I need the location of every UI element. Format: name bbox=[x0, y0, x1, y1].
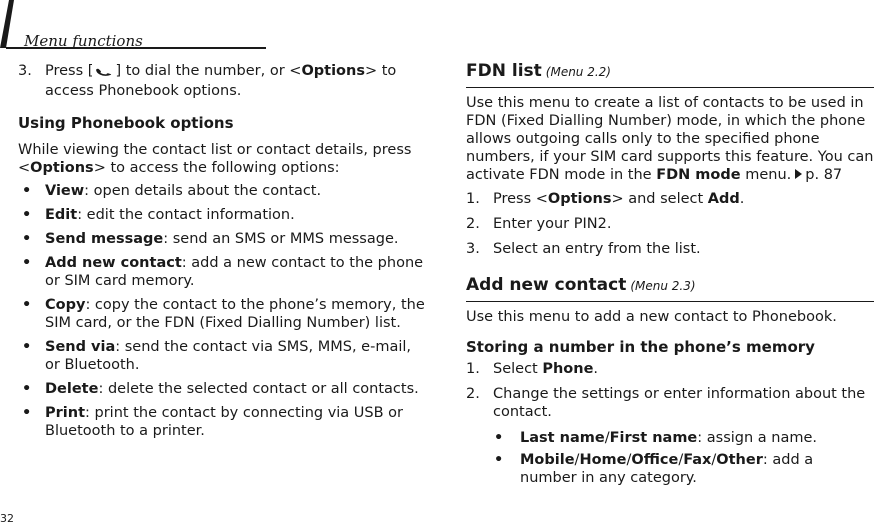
step-text-part: > to access Phonebook options. bbox=[45, 63, 397, 99]
add-step-1 bbox=[466, 360, 874, 378]
bullet: • bbox=[22, 207, 32, 223]
field-term: Last name bbox=[520, 430, 605, 446]
bullet: • bbox=[22, 183, 32, 199]
step-text-part: > and select bbox=[611, 191, 708, 207]
field-term: Home bbox=[579, 452, 627, 468]
step-text-part: Press < bbox=[493, 191, 548, 207]
options-softkey-label: Options bbox=[547, 191, 612, 207]
section-heading: Using Phonebook options bbox=[18, 114, 234, 132]
intro-text: > to access the following options: bbox=[93, 160, 340, 176]
step-text: Change the settings or enter information about the contact. bbox=[493, 386, 866, 420]
left-column bbox=[18, 62, 430, 446]
step-text-part: . bbox=[593, 361, 599, 377]
field-term: Office bbox=[631, 452, 679, 468]
step-text: Enter your PIN2. bbox=[493, 216, 612, 232]
fdn-step-3 bbox=[466, 240, 874, 258]
section-rule bbox=[466, 301, 874, 302]
step-text-part: Select bbox=[493, 361, 543, 377]
option-desc: : send the contact via SMS, MMS, e-mail, or Bluetooth. bbox=[45, 339, 411, 373]
bullet: • bbox=[22, 339, 32, 355]
bullet: • bbox=[22, 381, 32, 397]
field-term: Other bbox=[716, 452, 763, 468]
option-item bbox=[18, 230, 430, 248]
step-number: 1. bbox=[466, 191, 480, 207]
option-term: Send via bbox=[45, 339, 116, 355]
option-text bbox=[45, 338, 430, 374]
field-desc: : assign a name. bbox=[697, 430, 818, 446]
field-term: First name bbox=[609, 430, 698, 446]
call-key-icon bbox=[95, 64, 113, 82]
field-term: Mobile bbox=[520, 452, 575, 468]
option-desc: : add a new contact to the phone or SIM card memory. bbox=[45, 255, 424, 289]
step-3 bbox=[18, 62, 430, 100]
add-menu-ref: (Menu 2.3) bbox=[630, 279, 696, 293]
step-number: 2. bbox=[466, 216, 480, 232]
bullet: • bbox=[22, 405, 32, 421]
page-number: 32 bbox=[0, 512, 14, 525]
fdn-list-heading bbox=[466, 62, 874, 81]
fdn-mode-term: FDN mode bbox=[656, 167, 741, 183]
separator: / bbox=[574, 452, 580, 468]
bullet: • bbox=[22, 231, 32, 247]
option-text bbox=[45, 230, 430, 248]
fdn-menu-ref: (Menu 2.2) bbox=[545, 65, 611, 79]
option-text bbox=[45, 380, 430, 398]
bullet: • bbox=[494, 430, 504, 446]
sub-bullet-name bbox=[491, 429, 874, 447]
separator: / bbox=[626, 452, 632, 468]
intro-text: While viewing the contact list or contact details, press < bbox=[18, 142, 412, 176]
option-term: Print bbox=[45, 405, 86, 421]
fdn-description bbox=[466, 94, 874, 184]
option-text bbox=[45, 182, 430, 200]
option-item bbox=[18, 404, 430, 440]
option-item bbox=[18, 254, 430, 290]
add-description: Use this menu to add a new contact to Phonebook. bbox=[466, 309, 837, 325]
step-text bbox=[493, 360, 874, 378]
option-text bbox=[45, 254, 430, 290]
option-desc: : copy the contact to the phone’s memory, the SIM card, or the FDN (Fixed Dialling Number) list. bbox=[45, 297, 425, 331]
options-softkey-label: Options bbox=[30, 160, 94, 176]
option-term: Send message bbox=[45, 231, 164, 247]
bullet: • bbox=[22, 297, 32, 313]
bullet: • bbox=[22, 255, 32, 271]
page-header-title: Menu functions bbox=[24, 32, 143, 50]
options-softkey-label: Options bbox=[301, 63, 365, 79]
field-desc: : add a number in any category. bbox=[520, 452, 814, 486]
option-item bbox=[18, 206, 430, 224]
separator: / bbox=[604, 430, 610, 446]
option-term: Add new contact bbox=[45, 255, 182, 271]
step-text bbox=[493, 190, 874, 208]
option-item bbox=[18, 296, 430, 332]
option-desc: : delete the selected contact or all contacts. bbox=[98, 381, 419, 397]
intro-paragraph bbox=[18, 141, 430, 177]
sub-bullet-text bbox=[520, 451, 874, 487]
bullet: • bbox=[494, 452, 504, 468]
storing-number-heading: Storing a number in the phone’s memory bbox=[466, 338, 815, 356]
add-term: Add bbox=[707, 191, 740, 207]
section-rule bbox=[466, 87, 874, 88]
add-title: Add new contact bbox=[466, 275, 627, 295]
field-term: Fax bbox=[683, 452, 712, 468]
step-text-part: ] to dial the number, or < bbox=[115, 63, 302, 79]
fdn-desc-text: menu. bbox=[740, 167, 792, 183]
page-reference: p. 87 bbox=[805, 167, 843, 183]
triangle-right-icon bbox=[795, 166, 802, 184]
step-text bbox=[45, 62, 430, 100]
option-item bbox=[18, 338, 430, 374]
sub-bullet-number bbox=[491, 451, 874, 487]
option-text bbox=[45, 296, 430, 332]
fdn-step-1 bbox=[466, 190, 874, 208]
fdn-step-2 bbox=[466, 215, 874, 233]
option-desc: : open details about the contact. bbox=[84, 183, 322, 199]
option-term: View bbox=[45, 183, 85, 199]
option-desc: : edit the contact information. bbox=[77, 207, 295, 223]
phone-term: Phone bbox=[542, 361, 594, 377]
options-list bbox=[18, 182, 430, 440]
fdn-desc-text: Use this menu to create a list of contacts to be used in FDN (Fixed Dialling Number) mode, in which the phone allows outgoing calls only to the specified phone numbers, if your SIM card supports this feature. You can activate FDN mode in the bbox=[466, 95, 874, 183]
option-item bbox=[18, 380, 430, 398]
option-term: Copy bbox=[45, 297, 86, 313]
step-number: 3. bbox=[466, 241, 480, 257]
add-step-2 bbox=[466, 385, 874, 421]
step-number: 3. bbox=[18, 63, 32, 79]
option-term: Delete bbox=[45, 381, 99, 397]
option-desc: : print the contact by connecting via USB or Bluetooth to a printer. bbox=[45, 405, 404, 439]
step-text-part: . bbox=[739, 191, 745, 207]
add-new-contact-heading bbox=[466, 276, 874, 295]
step-number: 1. bbox=[466, 361, 480, 377]
option-item bbox=[18, 182, 430, 200]
separator: / bbox=[678, 452, 684, 468]
option-desc: : send an SMS or MMS message. bbox=[163, 231, 399, 247]
separator: / bbox=[711, 452, 717, 468]
option-term: Edit bbox=[45, 207, 78, 223]
step-text: Select an entry from the list. bbox=[493, 241, 701, 257]
step-number: 2. bbox=[466, 386, 480, 402]
sub-bullet-text bbox=[520, 429, 874, 447]
header-accent-bar bbox=[0, 0, 14, 48]
step-text-part: Press [ bbox=[45, 63, 94, 79]
right-column bbox=[466, 62, 874, 491]
option-text bbox=[45, 206, 430, 224]
option-text bbox=[45, 404, 430, 440]
fdn-title: FDN list bbox=[466, 61, 542, 81]
